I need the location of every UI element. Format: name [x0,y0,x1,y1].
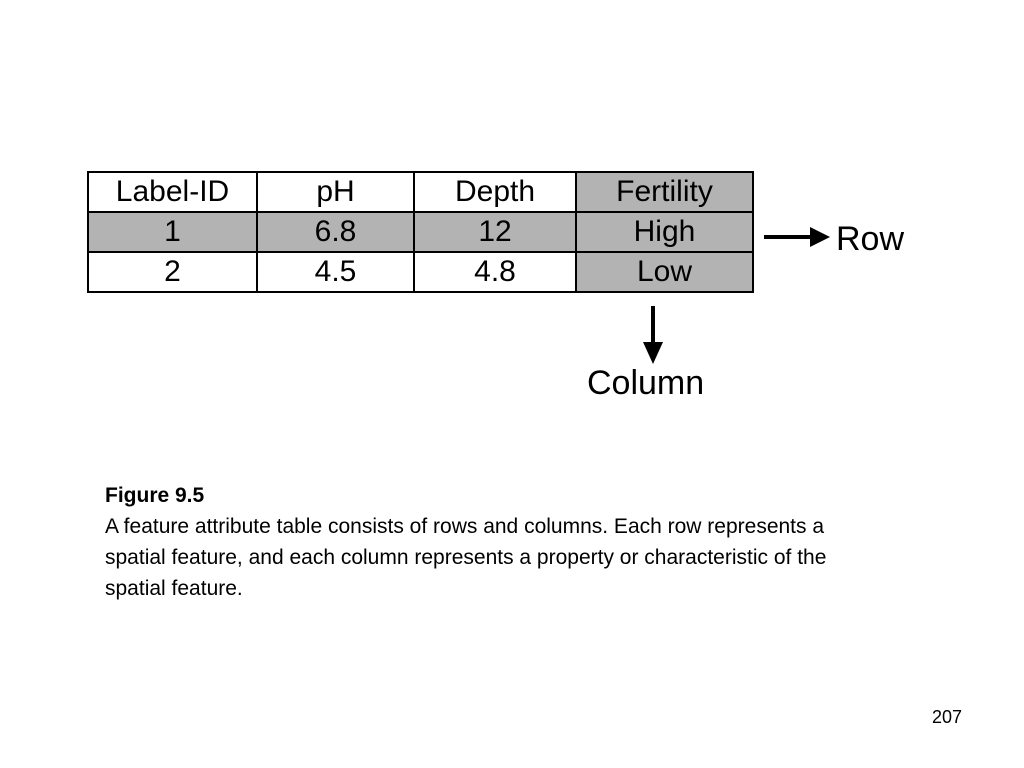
table-cell: High [576,212,753,252]
caption-text: A feature attribute table consists of rows and columns. Each row represents a spatial feature, and each column represents a property or characteristic of the spatial feature. [105,515,827,600]
table-cell: 12 [414,212,576,252]
table-cell: 4.8 [414,252,576,292]
table-row [88,252,753,292]
table-cell: 2 [88,252,257,292]
column-arrow-icon [642,306,666,366]
row-label: Row [836,220,905,258]
row-arrow-icon [764,226,834,250]
table-header-row [88,172,753,212]
figure-caption [105,480,865,604]
attribute-table [87,171,754,293]
table-cell: 1 [88,212,257,252]
caption-title: Figure 9.5 [105,484,205,507]
table-row [88,212,753,252]
table-cell: Low [576,252,753,292]
header-cell-fertility: Fertility [576,172,753,212]
header-cell-depth: Depth [414,172,576,212]
header-cell-label-id: Label-ID [88,172,257,212]
column-label: Column [587,364,705,402]
table-cell: 4.5 [257,252,414,292]
page-number: 207 [931,707,962,727]
table-cell: 6.8 [257,212,414,252]
header-cell-ph: pH [257,172,414,212]
